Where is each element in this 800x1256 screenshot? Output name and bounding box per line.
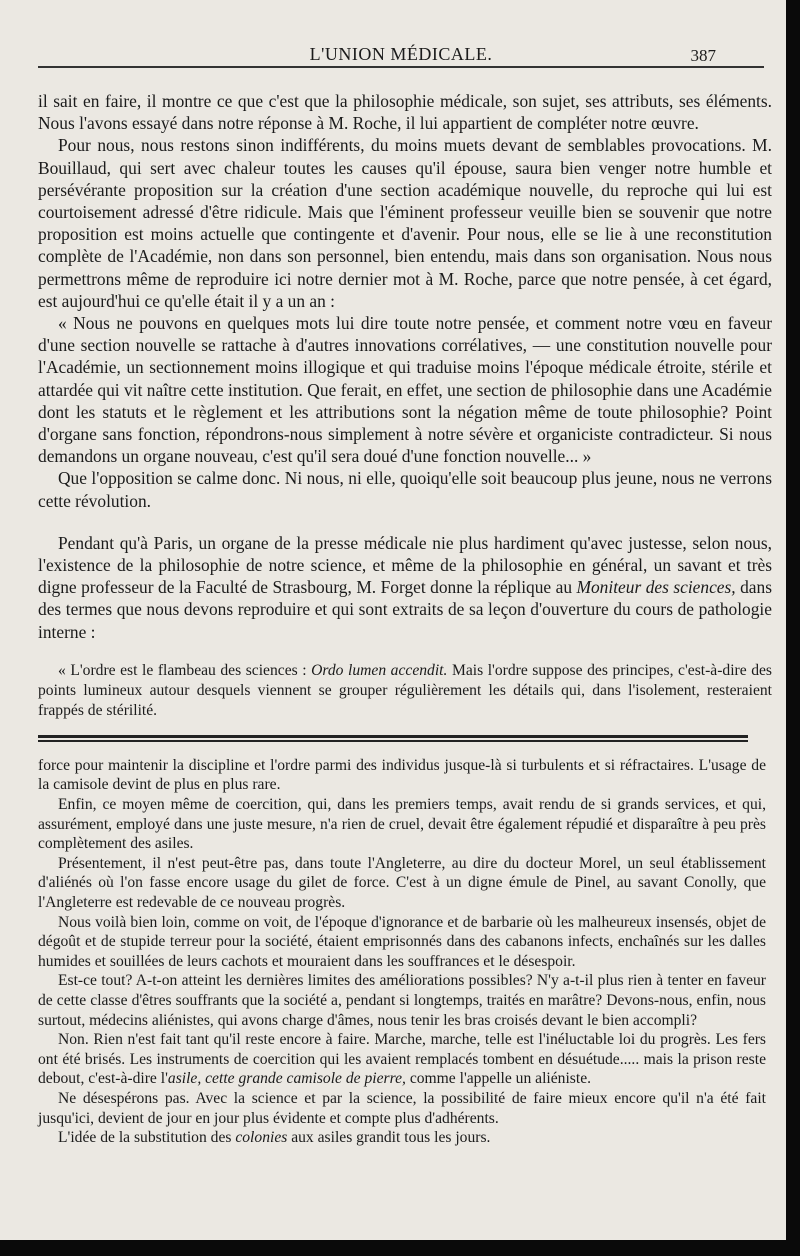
paragraph-2: Pour nous, nous restons sinon indifférents, du moins muets devant de semblables provocations. M. Bouillaud, qui sert avec chaleur toutes les causes qu'il épouse, saura bien venger notre humble et persévérante proposition sur la création d'une section académique nouvelle, du reproche qui lui est courtoisement adressé d'être ridicule. Mais que l'éminent professeur veuille bien se souvenir que notre proposition est moins actuelle que contingente et d'avenir. Pour nous, elle se lie à une reconstitution complète de l'Académie, non dans son personnel, bien entendu, mais dans son organisation. Nous nous permettrons même de reproduire ici notre dernier mot à M. Roche, parce que notre pensée, à cet égard, est aujourd'hui ce qu'elle était il y a un an : xyxy=(38,135,772,311)
feuilleton-paragraph-1: force pour maintenir la discipline et l'ordre parmi des individus jusque-là si turbulents et si réfractaires. L'usage de la camisole devint de plus en plus rare. xyxy=(38,756,766,794)
page-header xyxy=(38,0,764,68)
running-title: L'UNION MÉDICALE. xyxy=(309,44,493,64)
feuilleton-paragraph-4: Nous voilà bien loin, comme on voit, de l'époque d'ignorance et de barbarie où les malheureux insensés, objet de dégoût et de stupide terreur pour la société, étaient emprisonnés dans des cabanons infects, enchaînés sur les dalles humides et souillées de leurs cachots et mouraient dans les souffrances et le désespoir. xyxy=(38,913,766,970)
feuilleton-divider xyxy=(38,735,748,742)
paragraph-3: « Nous ne pouvons en quelques mots lui dire toute notre pensée, et comment notre vœu en faveur d'une section nouvelle se rattache à d'autres innovations corrélatives, — une constitution nouvelle pour l'Académie, un sectionnement moins illogique et qui traduise moins l'époque médicale étroite, stérile et attardée qui vit naître cette institution. Que ferait, en effet, une section de philosophie dans une Académie dont les statuts et le règlement et les attributions sont la négation même de toute philosophie? Point d'organe sans fonction, répondrons-nous simplement à notre sévère et organiciste contradicteur. Si nous demandons un organe nouveau, c'est qu'il sera doué d'une fonction nouvelle... » xyxy=(38,313,772,467)
latin-motto: Ordo lumen accendit. xyxy=(311,661,448,679)
block-quote: « L'ordre est le flambeau des sciences : Ordo lumen accendit. Mais l'ordre suppose des principes, c'est-à-dire des points lumineux autour desquels viennent se grouper régulièrement les détails qui, dans l'isolement, resteraient frappés de stérilité. xyxy=(38,661,772,719)
paragraph-4: Que l'opposition se calme donc. Ni nous, ni elle, quoiqu'elle soit beaucoup plus jeune, nous ne verrons cette révolution. xyxy=(38,468,772,511)
feuilleton-paragraph-2: Enfin, ce moyen même de coercition, qui, dans les premiers temps, avait rendu de si grands services, et qui, assurément, employé dans une juste mesure, n'a rien de cruel, devait être également répudié et disparaître à peu près complètement des asiles. xyxy=(38,796,766,853)
paragraph-5: Pendant qu'à Paris, un organe de la presse médicale nie plus hardiment qu'avec justesse, selon nous, l'existence de la philosophie de notre science, et même de la philosophie en général, un savant et très digne professeur de la Faculté de Strasbourg, M. Forget donne la réplique au Moniteur des sciences, dans des termes que nous devons reproduire et qui sont extraits de sa leçon d'ouverture du cours de pathologie interne : xyxy=(38,532,772,642)
journal-title: Moniteur des sciences, xyxy=(576,577,736,598)
main-article xyxy=(38,90,772,721)
feuilleton-section xyxy=(38,756,772,1148)
feuilleton-paragraph-8: L'idée de la substitution des colonies aux asiles grandit tous les jours. xyxy=(58,1129,491,1147)
page-number: 387 xyxy=(690,46,716,65)
feuilleton-paragraph-6: Non. Rien n'est fait tant qu'il reste encore à faire. Marche, marche, telle est l'inéluctable loi du progrès. Les fers ont été brisés. Les instruments de coercition qui les avaient remplacés tombent en désuétude..... mais la prison reste debout, c'est-à-dire l'asile, cette grande camisole de pierre, comme l'appelle un aliéniste. xyxy=(38,1031,766,1088)
feuilleton-paragraph-5: Est-ce tout? A-t-on atteint les dernières limites des améliorations possibles? N'y a-t-il plus rien à tenter en faveur de cette classe d'êtres souffrants que la société a, pendant si longtemps, traités en marâtre? Devons-nous, enfin, nous surtout, médecins aliénistes, qui avons charge d'âmes, nous tenir les bras croisés devant le bien accompli? xyxy=(38,972,766,1029)
paragraph-1: il sait en faire, il montre ce que c'est que la philosophie médicale, son sujet, ses attributs, ses éléments. Nous l'avons essayé dans notre réponse à M. Roche, il lui appartient de compléter notre œuvre. xyxy=(38,91,772,134)
feuilleton-paragraph-3: Présentement, il n'est peut-être pas, dans toute l'Angleterre, au dire du docteur Morel, un seul établissement d'aliénés où l'on fasse encore usage du gilet de force. C'est à un digne émule de Pinel, au savant Conolly, que l'Angleterre est redevable de ce nouveau progrès. xyxy=(38,854,766,912)
feuilleton-paragraph-7: Ne désespérons pas. Avec la science et par la science, la possibilité de faire mieux encore qu'il n'a été fait jusqu'ici, devient de jour en jour plus évidente et compte plus d'adhérents. xyxy=(38,1089,766,1127)
